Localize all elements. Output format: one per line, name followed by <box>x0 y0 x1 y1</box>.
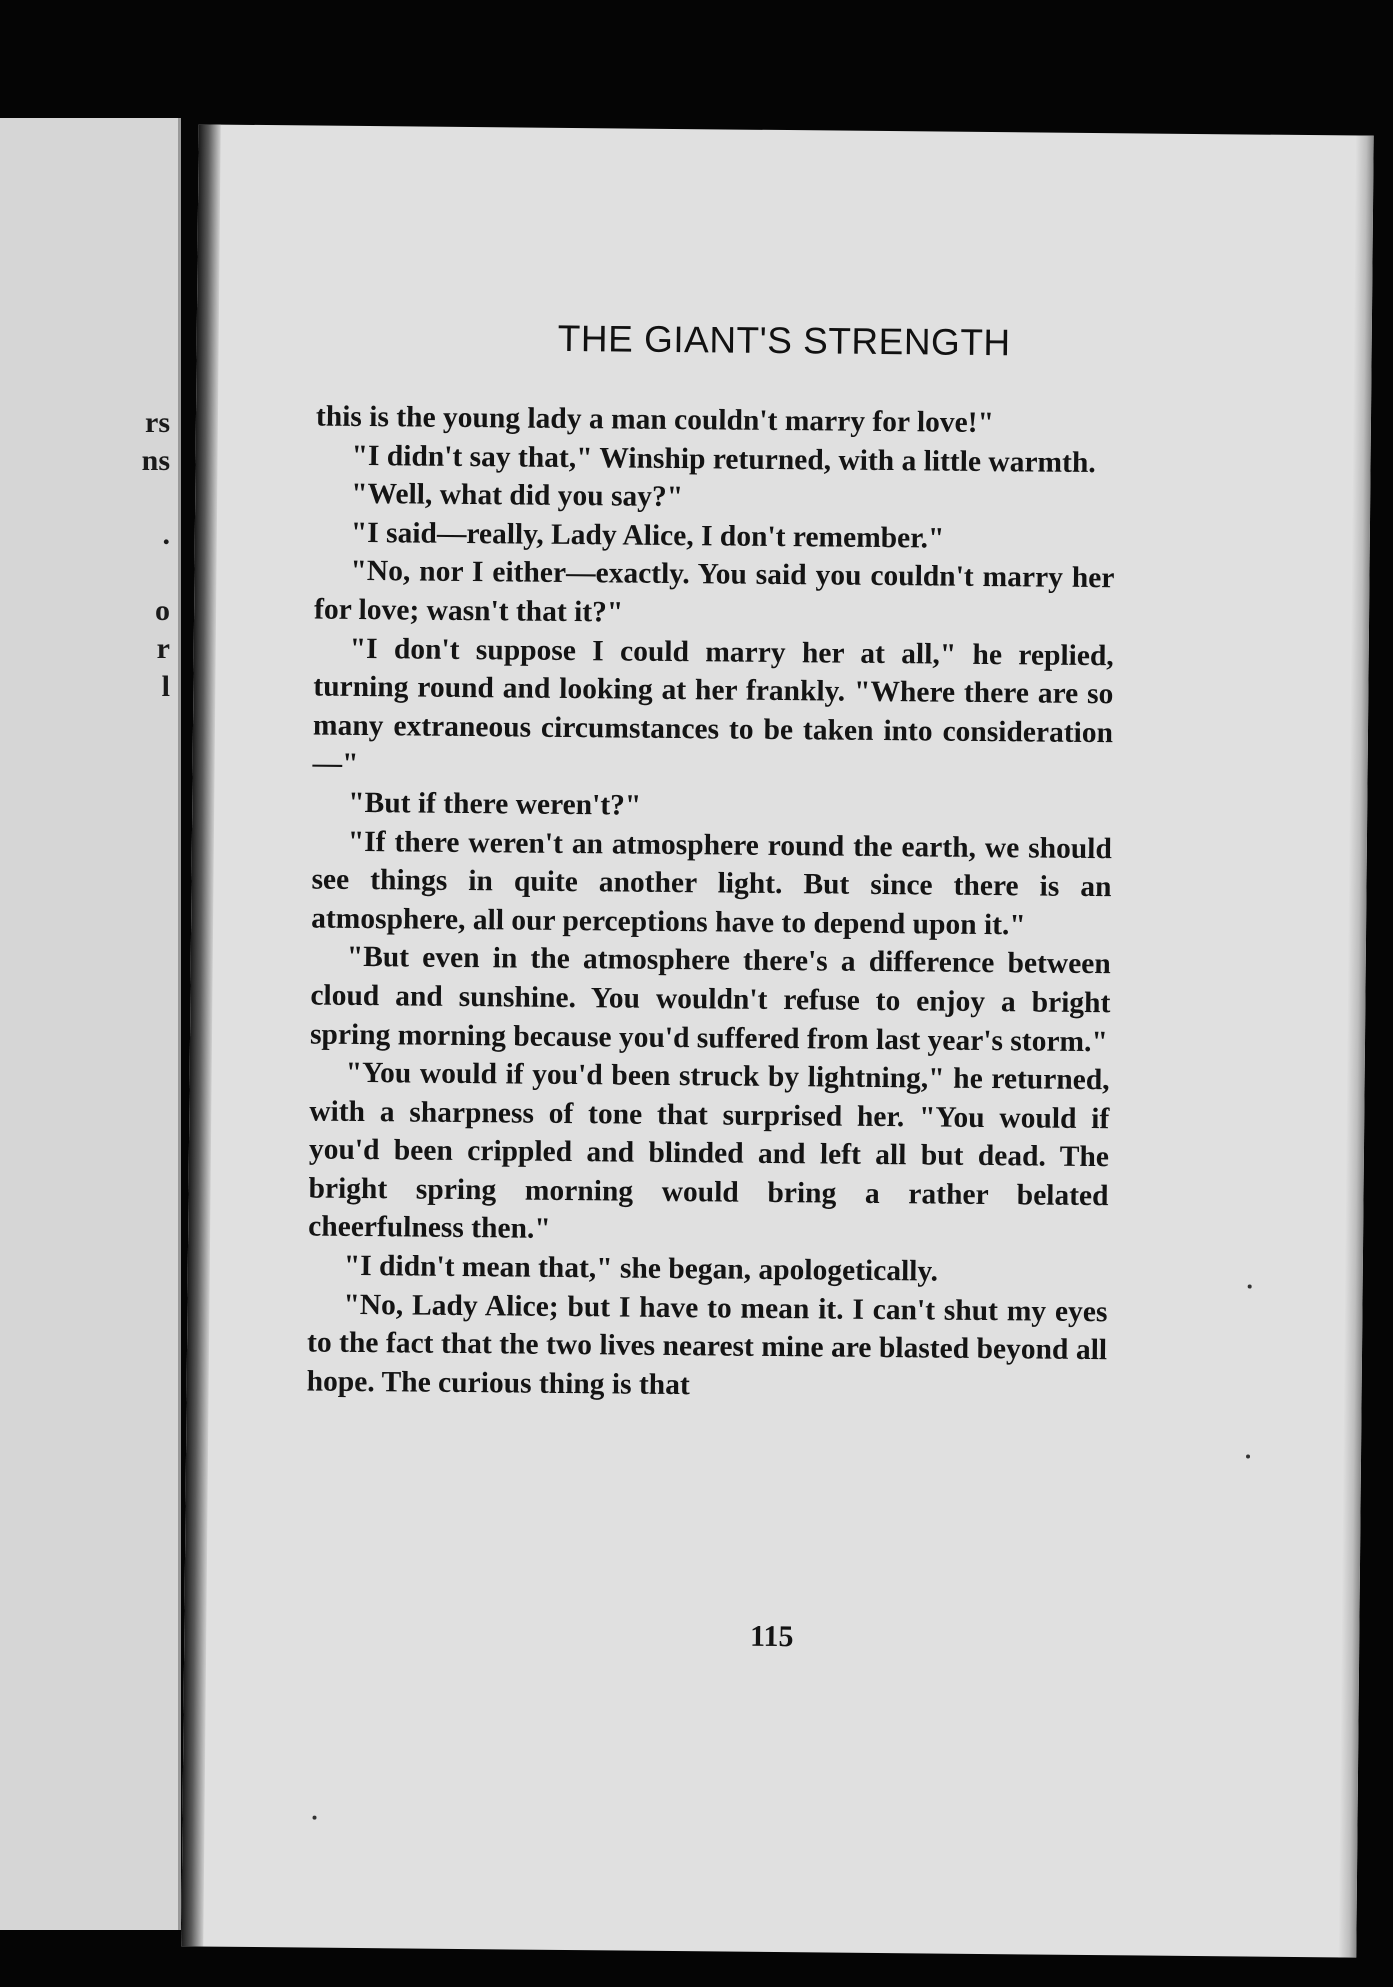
left-page-fragment: rs <box>145 406 170 439</box>
paragraph: this is the young lady a man couldn't marry for love!" <box>315 400 995 440</box>
left-page-fragment: l <box>161 670 170 703</box>
paragraph: "I don't suppose I could marry her at all," he replied, turning round and looking at her frankly. "Where there are so many extraneous circumstances to be taken into consideration—" <box>312 632 1114 781</box>
scan-speck <box>1248 1285 1252 1289</box>
paragraph: "Well, what did you say?" <box>351 478 684 514</box>
body-text <box>307 398 1117 1409</box>
scan-speck <box>313 1816 317 1820</box>
running-head: THE GIANT'S STRENGTH <box>557 317 1011 364</box>
page-number: 115 <box>749 1619 794 1654</box>
gutter-shadow <box>181 124 220 1946</box>
paragraph: "But even in the atmosphere there's a difference between cloud and sunshine. You wouldn't refuse to enjoy a bright spring morning because you'd suffered from last year's storm." <box>309 941 1111 1058</box>
left-page-fragment: o <box>155 594 170 627</box>
paragraph: "But if there weren't?" <box>348 786 642 822</box>
paragraph: "I said—really, Lady Alice, I don't remember." <box>350 516 945 555</box>
scan-speck <box>1246 1455 1250 1459</box>
left-page-fragment: ns <box>141 444 170 477</box>
paragraph: "If there weren't an atmosphere round the earth, we should see things in quite another light. But since there is an atmosphere, all our perceptions have to depend upon it." <box>311 825 1113 942</box>
left-page-fragment: r <box>156 632 170 665</box>
left-page-edge <box>0 118 181 1930</box>
paragraph: "No, nor I either—exactly. You said you couldn't marry her for love; wasn't that it?" <box>313 555 1115 629</box>
paragraph: "I didn't say that," Winship returned, with a little warmth. <box>351 439 1096 479</box>
left-page-fragment: . <box>162 518 170 551</box>
paragraph: "I didn't mean that," she began, apologetically. <box>343 1249 939 1288</box>
page-edge <box>1338 136 1373 1958</box>
paragraph: "No, Lady Alice; but I have to mean it. I can't shut my eyes to the fact that the two lives nearest mine are blasted beyond all hope. The curious thing is that <box>306 1288 1108 1402</box>
book-page <box>181 124 1373 1957</box>
paragraph: "You would if you'd been struck by lightning," he returned, with a sharpness of tone that surprised her. "You would if you'd been crippled and blinded and left all but dead. The bright spring morning would bring a rather belated cheerfulness then." <box>308 1056 1110 1246</box>
